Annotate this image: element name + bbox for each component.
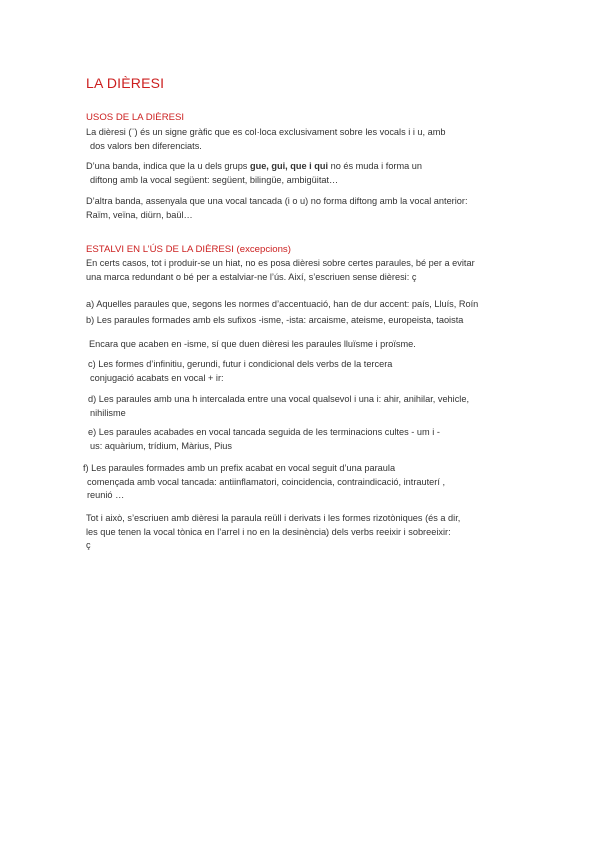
text-line: D’altra banda, assenyala que una vocal tancada (i o u) no forma diftong amb la vocal anterior: [86,196,468,206]
paragraph-first-use [86,160,526,187]
text-line: us: aquàrium, trídium, Màrius, Pius [90,440,232,451]
text-line: f) Les paraules formades amb un prefix acabat en vocal seguit d’una paraula [83,463,396,473]
page-title: LA DIÈRESI [86,75,165,91]
text-line: conjugació acabats en vocal + ir: [90,372,224,383]
list-item-b: b) Les paraules formades amb els sufixos -isme, -ista: arcaisme, ateisme, europeista, taoista [86,315,464,325]
text-line: començada amb vocal tancada: antiinflamatori, coincidencia, contraindicació, intrauterí , [87,476,445,487]
list-item-f [83,462,523,503]
text-segment: no és muda i forma un [328,161,423,171]
text-line: c) Les formes d’infinitiu, gerundi, futur i condicional dels verbs de la tercera [88,359,393,369]
text-line: una marca redundant o bé per a estalviar-ne l’ús. Així, s’escriuen sense dièresi: ç [86,271,417,282]
text-line: les que tenen la vocal tònica en l’arrel i no en la desinència) dels verbs reeixir i sobreeixir: [86,526,451,537]
bold-text: gue, gui, que i qui [249,161,329,171]
paragraph-intro [86,257,526,284]
text-line: dos valors ben diferenciats. [90,140,202,151]
text-segment: D’una banda, indica que la u dels grups [86,161,250,171]
paragraph-closing [86,512,526,553]
text-line: En certs casos, tot i produir-se un hiat, no es posa dièresi sobre certes paraules, bé per a evitar [86,258,475,268]
list-item-c [88,358,528,385]
text-line: ç [86,540,91,550]
text-line: e) Les paraules acabades en vocal tancada seguida de les terminacions cultes - um i - [88,427,440,437]
section-heading-estalvi: ESTALVI EN L’ÚS DE LA DIÈRESI (excepcions) [86,244,291,255]
list-item-a: a) Aquelles paraules que, segons les normes d’accentuació, han de dur accent: país, Lluís, Roín [86,299,479,309]
paragraph-definition [86,126,526,153]
paragraph-second-use [86,195,526,222]
text-line: Raïm, veïna, diürn, baül… [86,209,193,220]
text-line: nihilisme [90,407,126,418]
text-line: La dièresi (¨) és un signe gràfic que es col·loca exclusivament sobre les vocals i i u, amb [86,127,446,137]
text-line [86,160,526,174]
list-item-d [88,393,528,420]
text-line: reunió … [87,490,125,500]
text-line: diftong amb la vocal següent: següent, bilingüe, ambigüitat… [90,174,339,185]
text-line: d) Les paraules amb una h intercalada entre una vocal qualsevol i una i: ahir, anihilar, vehicle, [88,394,470,404]
note-isme: Encara que acaben en -isme, sí que duen dièresi les paraules lluïsme i proïsme. [89,339,416,349]
text-line: Tot i això, s’escriuen amb dièresi la paraula reüll i derivats i les formes rizotòniques (és a dir, [86,513,461,523]
list-item-e [88,426,528,453]
section-heading-usos: USOS DE LA DIÈRESI [86,112,185,123]
